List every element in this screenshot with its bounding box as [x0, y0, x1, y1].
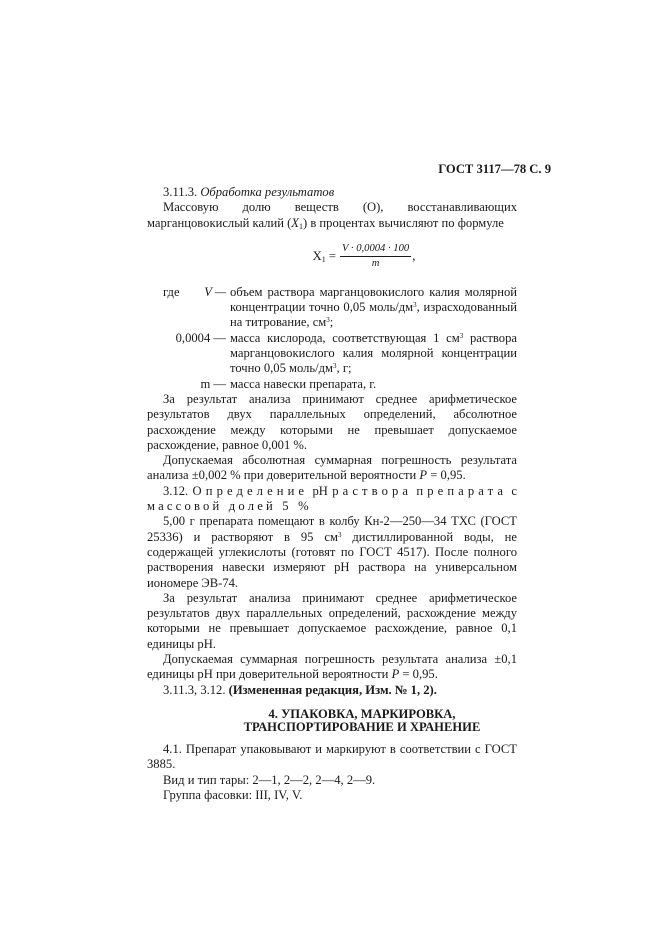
section-312-title-a: Определение: [192, 483, 309, 498]
formula-equals: =: [328, 249, 336, 264]
formula-lhs: [313, 249, 336, 264]
formula-lhs-sub: 1: [321, 255, 326, 265]
paragraph-packing-group: Группа фасовки: III, IV, V.: [163, 787, 303, 802]
formula-numerator: V · 0,0004 · 100: [340, 243, 411, 257]
paragraph-ph-error: [147, 652, 517, 683]
section-title: Обработка результатов: [200, 185, 335, 199]
para2-text-a: Допускаемая абсолютная суммарная погрешность результата анализа ±0,002 % при доверительной вероятности: [147, 453, 517, 483]
k-symbol: 0,0004 —: [175, 330, 226, 345]
amendment-note: [147, 683, 517, 698]
definition-v-symbol: [182, 285, 226, 331]
definition-k-text: [226, 331, 517, 377]
superscript-3: 3: [459, 331, 464, 340]
section-number: 3.11.3.: [163, 185, 198, 199]
m-desc: масса навески препарата, г.: [230, 376, 377, 391]
definitions-list: [147, 285, 517, 392]
intro-text-end: ) в процентах вычисляют по формуле: [302, 215, 504, 230]
m-symbol: m —: [200, 376, 226, 391]
section-3-11-3-heading: [147, 185, 517, 200]
v-desc-part-a: объем раствора марганцовокислого калия молярной концентрации точно 0,05 моль/дм: [230, 284, 517, 315]
k-desc-part-a: масса кислорода, соответствующая 1 см: [230, 330, 460, 345]
where-label: где: [163, 284, 180, 299]
section-4-heading-line2: ТРАНСПОРТИРОВАНИЕ И ХРАНЕНИЕ: [243, 719, 481, 734]
section-3-12-heading: [147, 484, 517, 499]
superscript-3: 3: [413, 301, 417, 310]
definition-v-text: [226, 285, 517, 331]
para3-text-b: дистиллированной воды, не содержащей углекислоты (готовят по ГОСТ 4517). После полного растворения навески измеряют pH раствора на универсальном иономере ЭВ-74.: [147, 529, 518, 590]
formula: [211, 239, 517, 275]
intro-text: Массовую долю веществ (О), восстанавливающих марганцовокислый калий (: [147, 200, 517, 230]
paragraph-ph-method: [147, 514, 517, 590]
paragraph-result: За результат анализа принимают среднее арифметическое результатов двух параллельных определений, абсолютное расхождение между которыми не превышает допускаемое расхождение, равное 0,001 %.: [147, 391, 517, 452]
superscript-3: 3: [337, 530, 342, 539]
paragraph-4-1: 4.1. Препарат упаковывают и маркируют в соответствии с ГОСТ 3885.: [147, 741, 517, 772]
section-312-title-c: препарата: [416, 483, 508, 498]
section-312-title-e: массовой долей 5 %: [147, 499, 312, 514]
definition-v: [147, 285, 517, 331]
formula-denominator: m: [371, 258, 380, 270]
superscript-3: 3: [333, 362, 337, 371]
para3-text-a: 5,00 г препарата помещают в колбу Кн-2—250—34 ТХС (ГОСТ 25336) и растворяют в 95 см: [147, 514, 517, 544]
formula-comma: ,: [412, 249, 416, 264]
amendment-ref: 3.11.3, 3.12.: [163, 682, 229, 697]
section-312-title-d: с: [511, 483, 518, 498]
definition-k: [147, 331, 517, 377]
v-desc-part-b: , израсходованный на титрование, см: [230, 300, 518, 330]
v-desc-part-c: ;: [329, 315, 334, 330]
intro-var-sub: 1: [298, 221, 303, 231]
section-312-title-ph: pH: [312, 483, 328, 498]
para2-p-var: Р: [419, 468, 428, 483]
para5-text-a: Допускаемая суммарная погрешность результата анализа ±0,1 единицы pH при доверительной вероятности: [147, 652, 517, 682]
definition-m: [147, 377, 517, 392]
formula-lhs-var: X: [312, 249, 322, 264]
para2-text-b: = 0,95.: [427, 468, 466, 483]
superscript-3: 3: [326, 316, 330, 325]
page-header: ГОСТ 3117—78 С. 9: [438, 162, 551, 176]
k-desc-part-c: , г;: [336, 361, 352, 376]
para5-p-var: Р: [391, 667, 400, 682]
k-desc-part-b: раствора марганцовокислого калия молярной концентрации точно 0,05 моль/дм: [230, 330, 517, 376]
para5-text-b: = 0,95.: [399, 667, 438, 682]
amendment-text: (Измененная редакция, Изм. № 1, 2).: [228, 682, 437, 697]
formula-fraction: [340, 243, 411, 270]
paragraph-error: [147, 453, 517, 484]
paragraph-ph-result: За результат анализа принимают среднее арифметическое результатов двух параллельных определений, расхождение между которыми не превышает допускаемое расхождение, равное 0,1 единицы pH.: [147, 590, 517, 651]
intro-var: X: [291, 215, 299, 230]
section-312-title-b: раствора: [332, 483, 413, 498]
paragraph-container-type: Вид и тип тары: 2—1, 2—2, 2—4, 2—9.: [163, 772, 376, 787]
formula-intro: [147, 200, 517, 231]
section-312-number: 3.12.: [163, 483, 189, 498]
v-symbol: V —: [204, 284, 226, 299]
section-4-heading: [207, 708, 517, 734]
section-4-heading-line1: 4. УПАКОВКА, МАРКИРОВКА,: [268, 706, 456, 721]
page-content: [147, 185, 517, 803]
section-3-12-heading-line2: [147, 499, 517, 514]
